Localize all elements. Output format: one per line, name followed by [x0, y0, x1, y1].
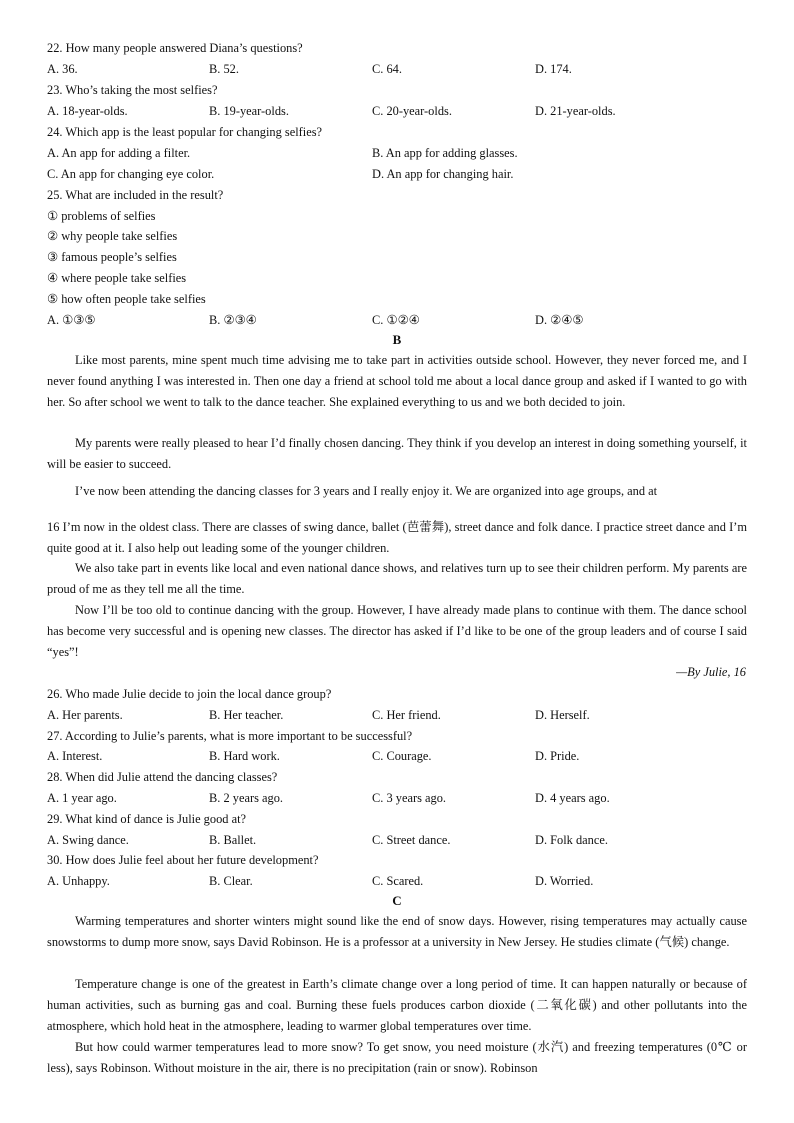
q22-option-b: B. 52.: [209, 62, 239, 76]
passage-c-paragraph-3: But how could warmer temperatures lead to more snow? To get snow, you need moisture (水汽) and freezing temperatures (0℃ or less), says Robinson. Without moisture in the air, there is no precipitation (rain or snow). Robinson: [47, 1040, 747, 1075]
passage-b-paragraph-4: We also take part in events like local and even national dance shows, and relatives turn up to see their children perform. My parents are proud of me as they tell me all the time.: [47, 561, 747, 596]
q30-option-d: D. Worried.: [535, 874, 594, 888]
q25-item-3: ③ famous people’s selfies: [47, 250, 177, 264]
q28-option-d: D. 4 years ago.: [535, 791, 610, 805]
q29-option-d: D. Folk dance.: [535, 833, 608, 847]
passage-b-paragraph-3-rest: 16 I’m now in the oldest class. There are classes of swing dance, ballet (芭蕾舞), street dance and folk dance. I practice street dance and I’m quite good at it. I also help out leading some of the younger children.: [47, 520, 747, 555]
q25-option-a: A. ①③⑤: [47, 313, 96, 327]
q23-option-b: B. 19-year-olds.: [209, 104, 289, 118]
passage-b-paragraph-5: Now I’ll be too old to continue dancing with the group. However, I have already made plans to continue with them. The dance school has become very successful and is opening new classes. The director has asked if I’d like to be one of the group leaders and of course I said “yes”!: [47, 603, 747, 659]
q27-option-a: A. Interest.: [47, 749, 103, 763]
q26-option-a: A. Her parents.: [47, 708, 123, 722]
q29-option-b: B. Ballet.: [209, 833, 257, 847]
passage-b-paragraph-3-line-1: I’ve now been attending the dancing classes for 3 years and I really enjoy it. We are organized into age groups, and at: [75, 484, 658, 498]
q25-option-d: D. ②④⑤: [535, 313, 584, 327]
q23-option-a: A. 18-year-olds.: [47, 104, 128, 118]
q25-item-4: ④ where people take selfies: [47, 271, 187, 285]
q28-option-c: C. 3 years ago.: [372, 791, 446, 805]
q25-option-b: B. ②③④: [209, 313, 257, 327]
q27-option-b: B. Hard work.: [209, 749, 280, 763]
passage-c-paragraph-2: Temperature change is one of the greatest in Earth’s climate change over a long period of time. It can happen naturally or because of human activities, such as burning gas and coal. Burning these fuels produces carbon dioxide (二氧化碳) and other pollutants into the atmosphere, which hold heat in the atmosphere, leading to warmer global temperatures over time.: [47, 977, 747, 1033]
q22-option-c: C. 64.: [372, 62, 402, 76]
passage-b-paragraph-2: My parents were really pleased to hear I’d finally chosen dancing. They think if you develop an interest in doing something yourself, it will be easier to succeed.: [47, 436, 747, 471]
question-23: 23. Who’s taking the most selfies?: [47, 83, 218, 97]
question-26: 26. Who made Julie decide to join the local dance group?: [47, 687, 332, 701]
passage-c-paragraph-1: Warming temperatures and shorter winters might sound like the end of snow days. However, rising temperatures may actually cause snowstorms to dump more snow, says David Robinson. He is a professor at a university in New Jersey. He studies climate (气候) change.: [47, 914, 747, 949]
question-28: 28. When did Julie attend the dancing classes?: [47, 770, 278, 784]
q27-option-c: C. Courage.: [372, 749, 432, 763]
q22-option-a: A. 36.: [47, 62, 78, 76]
q30-option-c: C. Scared.: [372, 874, 424, 888]
q29-option-c: C. Street dance.: [372, 833, 451, 847]
question-27: 27. According to Julie’s parents, what is more important to be successful?: [47, 729, 413, 743]
question-24: 24. Which app is the least popular for changing selfies?: [47, 125, 323, 139]
q25-item-5: ⑤ how often people take selfies: [47, 292, 206, 306]
passage-b-signature: —By Julie, 16: [676, 665, 746, 679]
q24-option-c: C. An app for changing eye color.: [47, 167, 215, 181]
section-b-heading: B: [392, 332, 402, 347]
q29-option-a: A. Swing dance.: [47, 833, 129, 847]
q26-option-b: B. Her teacher.: [209, 708, 284, 722]
q24-option-a: A. An app for adding a filter.: [47, 146, 191, 160]
q30-option-a: A. Unhappy.: [47, 874, 110, 888]
question-25: 25. What are included in the result?: [47, 188, 224, 202]
q28-option-a: A. 1 year ago.: [47, 791, 117, 805]
q22-option-d: D. 174.: [535, 62, 572, 76]
q26-option-c: C. Her friend.: [372, 708, 441, 722]
q24-option-b: B. An app for adding glasses.: [372, 146, 518, 160]
q27-option-d: D. Pride.: [535, 749, 580, 763]
q25-item-1: ① problems of selfies: [47, 209, 156, 223]
q25-item-2: ② why people take selfies: [47, 229, 178, 243]
q25-option-c: C. ①②④: [372, 313, 420, 327]
passage-b-paragraph-1: Like most parents, mine spent much time advising me to take part in activities outside school. However, they never forced me, and I never found anything I was interested in. Then one day a friend at school told me about a local dance group and asked if I wanted to go with her. So after school we went to talk to the dance teacher. She explained everything to us and we both decided to join.: [47, 353, 747, 409]
question-29: 29. What kind of dance is Julie good at?: [47, 812, 247, 826]
q30-option-b: B. Clear.: [209, 874, 253, 888]
q23-option-d: D. 21-year-olds.: [535, 104, 616, 118]
q23-option-c: C. 20-year-olds.: [372, 104, 452, 118]
section-c-heading: C: [392, 893, 402, 908]
q28-option-b: B. 2 years ago.: [209, 791, 283, 805]
q26-option-d: D. Herself.: [535, 708, 590, 722]
question-30: 30. How does Julie feel about her future development?: [47, 853, 319, 867]
question-22: 22. How many people answered Diana’s questions?: [47, 41, 303, 55]
q24-option-d: D. An app for changing hair.: [372, 167, 514, 181]
